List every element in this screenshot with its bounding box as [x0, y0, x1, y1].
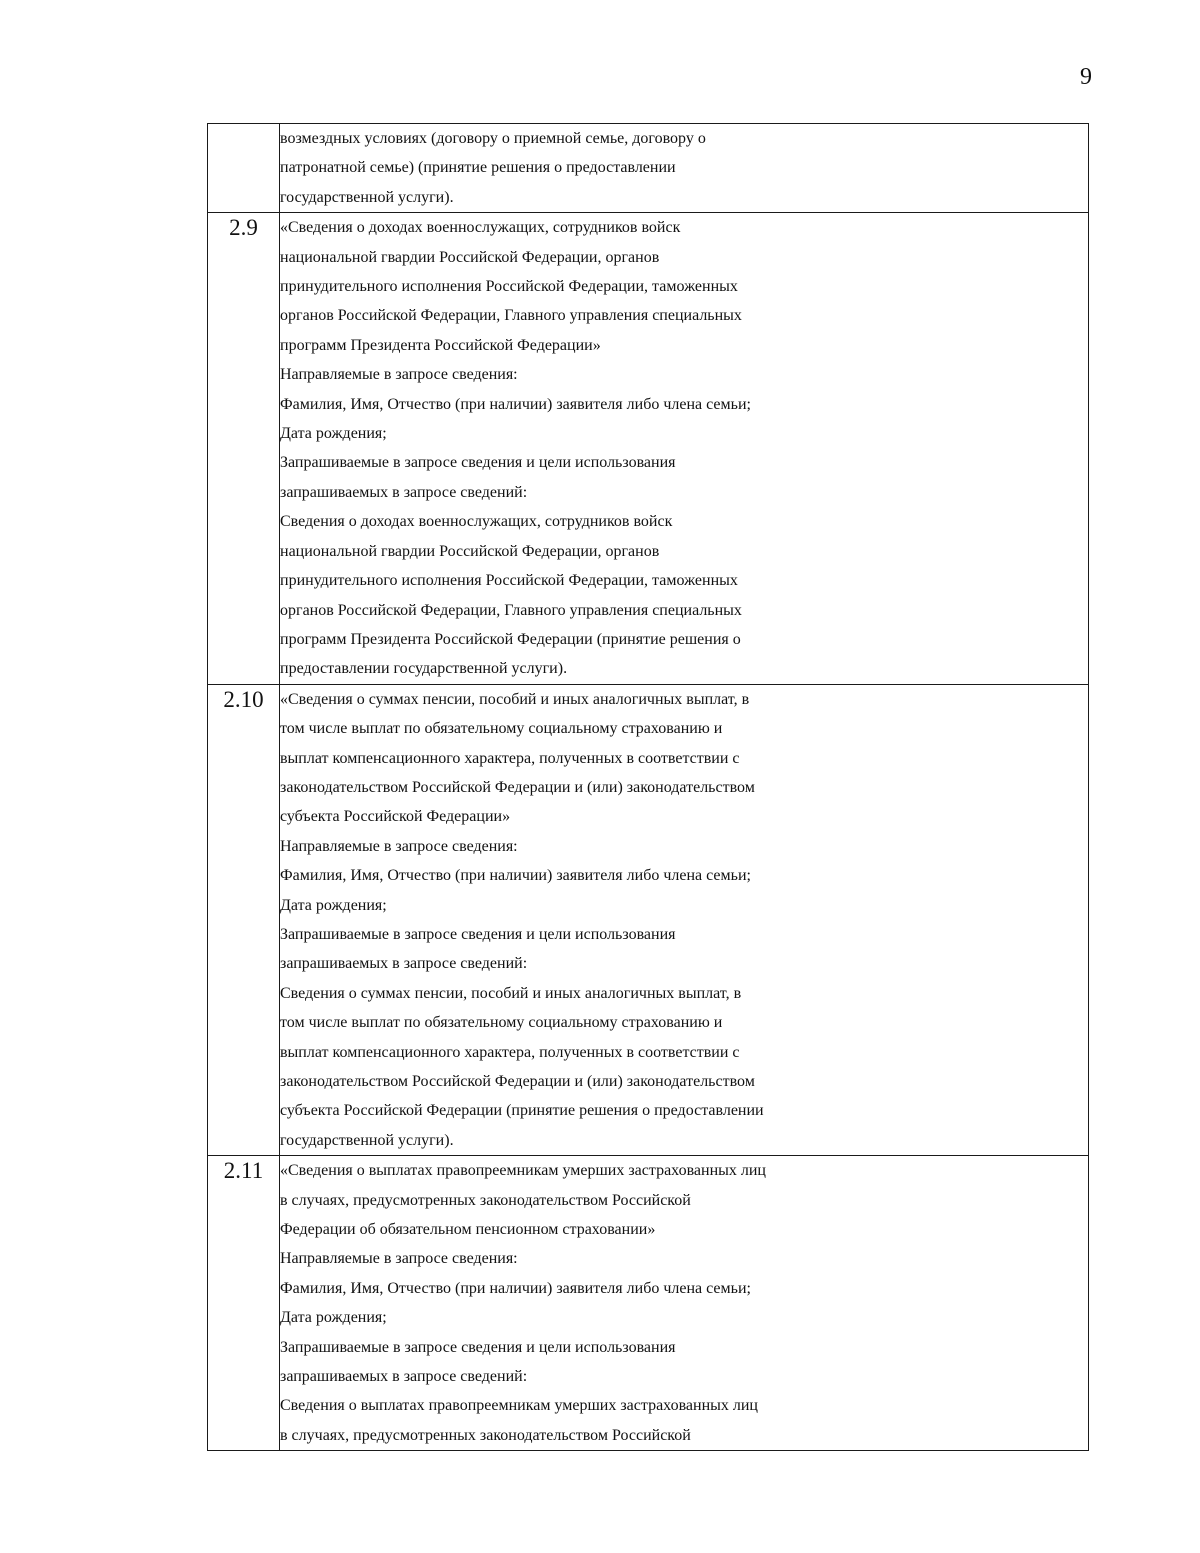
text-line: программ Президента Российской Федерации» — [280, 336, 601, 354]
text-line: Фамилия, Имя, Отчество (при наличии) заявителя либо члена семьи; — [280, 395, 751, 413]
text-line: Федерации об обязательном пенсионном страховании» — [280, 1221, 656, 1239]
text-line: патронатной семье) (принятие решения о предоставлении — [280, 159, 676, 177]
text-line: запрашиваемых в запросе сведений: — [280, 1368, 528, 1386]
text-line: предоставлении государственной услуги). — [280, 660, 568, 678]
text-line: государственной услуги). — [280, 188, 454, 206]
text-line: Сведения о доходах военнослужащих, сотрудников войск — [280, 513, 673, 531]
text-line: органов Российской Федерации, Главного управления специальных — [280, 307, 742, 325]
row-description — [280, 684, 1089, 1156]
requests-table — [207, 123, 1089, 1451]
text-line: запрашиваемых в запросе сведений: — [280, 483, 528, 501]
text-line: органов Российской Федерации, Главного управления специальных — [280, 601, 742, 619]
text-line: принудительного исполнения Российской Федерации, таможенных — [280, 278, 738, 296]
text-line: Сведения о суммах пенсии, пособий и иных аналогичных выплат, в — [280, 984, 742, 1002]
table-row — [208, 213, 1089, 685]
text-line: Дата рождения; — [280, 425, 387, 443]
text-line: Дата рождения; — [280, 896, 387, 914]
text-line: субъекта Российской Федерации (принятие решения о предоставлении — [280, 1102, 764, 1120]
text-line: выплат компенсационного характера, полученных в соответствии с — [280, 1043, 740, 1061]
text-line: «Сведения о выплатах правопреемникам умерших застрахованных лиц — [280, 1162, 766, 1180]
text-line: национальной гвардии Российской Федерации, органов — [280, 248, 660, 266]
text-line: законодательством Российской Федерации и (или) законодательством — [280, 1073, 755, 1090]
text-line: выплат компенсационного характера, полученных в соответствии с — [280, 749, 740, 767]
text-line: Направляемые в запросе сведения: — [280, 1250, 518, 1268]
table-row — [208, 1156, 1089, 1451]
page-number: 9 — [1080, 64, 1092, 90]
text-line: программ Президента Российской Федерации (принятие решения о — [280, 630, 741, 648]
text-line: Фамилия, Имя, Отчество (при наличии) заявителя либо члена семьи; — [280, 867, 751, 885]
text-line: Запрашиваемые в запросе сведения и цели использования — [280, 925, 676, 943]
row-number — [208, 124, 280, 213]
text-line: государственной услуги). — [280, 1131, 454, 1149]
text-line: «Сведения о доходах военнослужащих, сотрудников войск — [280, 219, 681, 237]
row-description — [280, 124, 1089, 213]
row-description — [280, 1156, 1089, 1451]
text-line: запрашиваемых в запросе сведений: — [280, 955, 528, 973]
text-line: «Сведения о суммах пенсии, пособий и иных аналогичных выплат, в — [280, 690, 750, 708]
text-line: том числе выплат по обязательному социальному страхованию и — [280, 720, 723, 738]
text-line: Запрашиваемые в запросе сведения и цели использования — [280, 1338, 676, 1356]
table-row — [208, 684, 1089, 1156]
row-description — [280, 213, 1089, 685]
row-number: 2.11 — [208, 1156, 280, 1451]
text-line: в случаях, предусмотренных законодательством Российской — [280, 1191, 691, 1209]
text-line: в случаях, предусмотренных законодательством Российской — [280, 1426, 691, 1444]
text-line: национальной гвардии Российской Федерации, органов — [280, 542, 660, 560]
row-number: 2.10 — [208, 684, 280, 1156]
text-line: том числе выплат по обязательному социальному страхованию и — [280, 1014, 723, 1032]
table-row — [208, 124, 1089, 213]
text-line: Направляемые в запросе сведения: — [280, 837, 518, 855]
text-line: Дата рождения; — [280, 1309, 387, 1327]
row-number: 2.9 — [208, 213, 280, 685]
text-line: Направляемые в запросе сведения: — [280, 366, 518, 384]
text-line: возмездных условиях (договору о приемной семье, договору о — [280, 130, 706, 147]
text-line: Запрашиваемые в запросе сведения и цели использования — [280, 454, 676, 472]
text-line: принудительного исполнения Российской Федерации, таможенных — [280, 572, 738, 590]
text-line: Сведения о выплатах правопреемникам умерших застрахованных лиц — [280, 1397, 758, 1415]
text-line: Фамилия, Имя, Отчество (при наличии) заявителя либо члена семьи; — [280, 1279, 751, 1297]
text-line: субъекта Российской Федерации» — [280, 808, 511, 826]
text-line: законодательством Российской Федерации и (или) законодательством — [280, 778, 755, 796]
